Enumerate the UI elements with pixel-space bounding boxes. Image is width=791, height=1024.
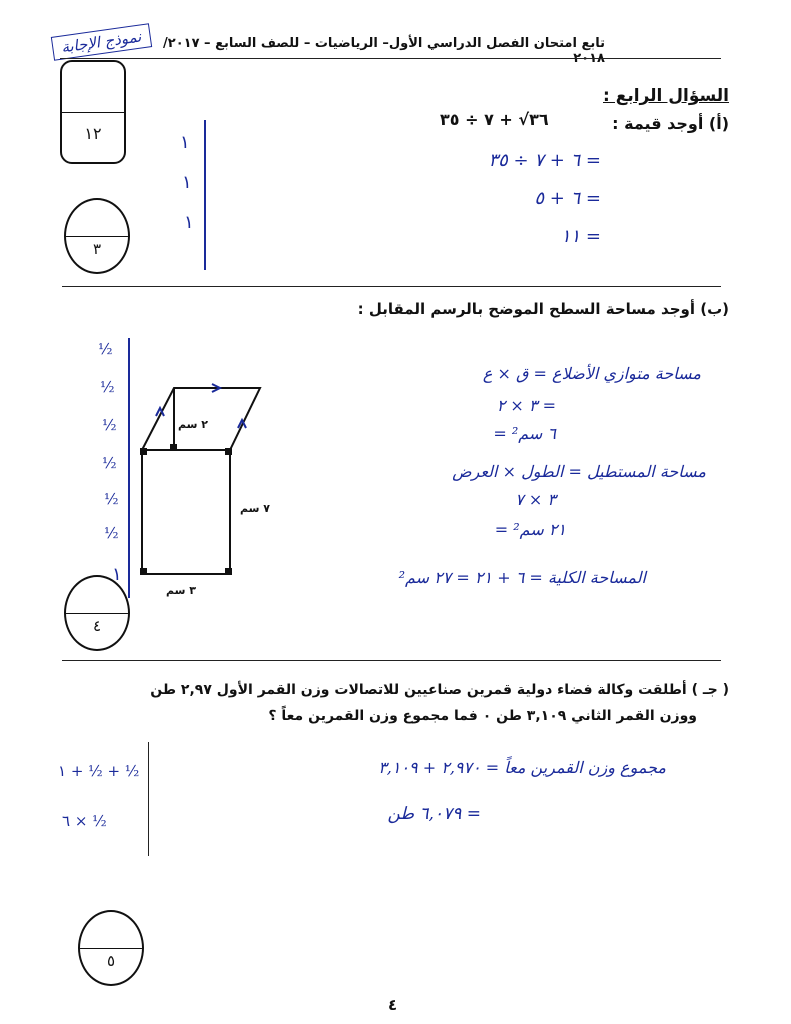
part-a-step: ٦ + ٥ = (534, 188, 601, 209)
part-c-solution-line: = ٦,٠٧٩ طن (387, 804, 481, 824)
part-a-mark: ١ (182, 172, 192, 193)
part-b-label: (ب) أوجد مساحة السطح الموضح بالرسم المقابل : (357, 300, 729, 318)
part-b-mark: ½ (104, 490, 119, 508)
section-divider (62, 660, 721, 661)
part-b-margin-rule (128, 338, 130, 598)
part-c-mark: ٦ × ½ (62, 812, 107, 830)
part-b-solution-line: مساحة متوازي الأضلاع = ق × ع (482, 364, 701, 383)
question-title: السؤال الرابع : (603, 86, 729, 106)
part-b-mark: ½ (102, 416, 117, 434)
rectangle (142, 450, 230, 574)
right-angle-mark (225, 568, 232, 575)
part-a-step: ١١ = (560, 226, 601, 247)
figure-label-right: ٧ سم (240, 502, 270, 515)
part-b-mark: ½ (102, 454, 117, 472)
part-b-solution-line: مساحة المستطيل = الطول × العرض (452, 462, 706, 481)
part-c-question-line2: ووزن القمر الثاني ٣,١٠٩ طن ٠ فما مجموع وزن القمرين معاً ؟ (268, 708, 697, 724)
part-b-mark: ½ (98, 340, 113, 358)
right-angle-mark (225, 448, 232, 455)
page-number: ٤ (388, 996, 398, 1014)
part-b-score: ٤ (92, 616, 102, 635)
part-b-mark: ١ (112, 564, 122, 585)
part-b-mark: ½ (104, 524, 119, 542)
figure-label-bottom: ٣ سم (166, 584, 196, 597)
part-c-score: ٥ (106, 951, 116, 970)
part-c-score-oval (78, 910, 144, 986)
part-b-solution-line: ٢١ سم² = (494, 520, 566, 539)
figure-label-top: ٢ سم (178, 418, 208, 431)
part-c-mark: ١ + ½ + ½ (58, 762, 140, 780)
part-c-solution-line: مجموع وزن القمرين معاً = ٢,٩٧٠ + ٣,١٠٩ (378, 758, 666, 777)
part-b-mark: ½ (100, 378, 115, 396)
part-b-solution-line: ٣ × ٧ (515, 490, 556, 509)
part-a-margin-rule (204, 120, 206, 270)
total-score-value: ١٢ (84, 124, 102, 143)
right-angle-mark (170, 444, 177, 451)
total-score-box (60, 60, 126, 164)
part-c-question-line1: ( جـ ) أطلقت وكالة فضاء دولية قمرين صناعيين للاتصالات وزن القمر الأول ٢,٩٧ طن (150, 682, 729, 698)
page-header: تابع امتحان الفصل الدراسي الأول– الرياضيات – للصف السابع – ٢٠١٧/ ٢٠١٨ (163, 36, 605, 66)
part-a-mark: ١ (184, 212, 194, 233)
part-a-step: ٦ + ٧ ÷ ٣٥ = (488, 150, 601, 171)
part-b-solution-line: ٣ × ٢ = (496, 396, 556, 415)
part-b-solution-line: المساحة الكلية = ٦ + ٢١ = ٢٧ سم² (398, 568, 646, 587)
answer-key-stamp: نموذج الإجابة (51, 23, 152, 60)
part-b-solution-line: ٦ سم² = (493, 424, 556, 443)
part-a-label: (أ) أوجد قيمة : (612, 114, 729, 133)
part-a-mark: ١ (180, 132, 190, 153)
right-angle-mark (140, 448, 147, 455)
part-a-score-oval (64, 198, 130, 274)
part-a-expression: ٣٦√ + ٧ ÷ ٣٥ (440, 110, 549, 129)
section-divider (62, 286, 721, 287)
part-a-score: ٣ (92, 239, 102, 258)
part-b-score-oval (64, 575, 130, 651)
composite-shape-figure (130, 380, 290, 590)
right-angle-mark (140, 568, 147, 575)
header-divider (60, 58, 721, 59)
part-c-margin-rule (148, 742, 149, 856)
